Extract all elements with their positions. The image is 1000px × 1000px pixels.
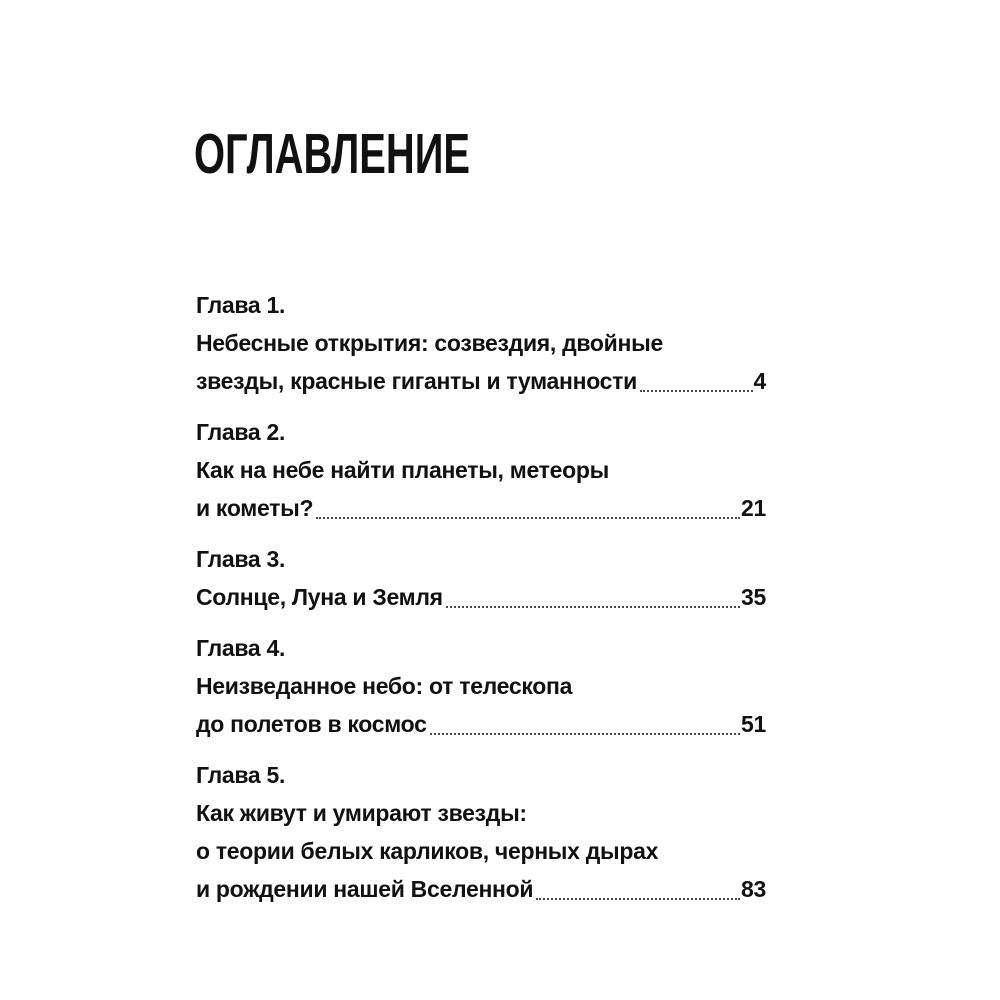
chapter-title-line: звезды, красные гиганты и туманности [196,368,637,394]
chapter-title-line: до полетов в космос [196,711,427,737]
page-number: 51 [741,711,766,737]
chapter-title-line: Солнце, Луна и Земля [196,584,443,610]
chapter-label: Глава 3. [196,546,286,572]
chapter-label: Глава 1. [196,292,286,318]
toc-entry-chapter-1 [196,286,766,400]
chapter-leader-line [196,870,766,908]
toc-entry-chapter-5 [196,756,766,908]
chapter-label: Глава 2. [196,419,286,445]
toc-entry-chapter-2 [196,413,766,527]
chapter-leader-line [196,362,766,400]
chapter-title-line: и рождении нашей Вселенной [196,876,534,902]
dot-leader [536,898,740,900]
chapter-leader-line [196,489,766,527]
chapter-title-line: Как на небе найти планеты, метеоры [196,457,609,483]
chapter-title-line: Как живут и умирают звезды: [196,800,527,826]
chapter-label: Глава 5. [196,762,286,788]
page-number: 35 [741,584,766,610]
toc-entry-chapter-3 [196,540,766,616]
page-number: 21 [741,495,766,521]
chapter-leader-line [196,705,766,743]
chapter-title-line: и кометы? [196,495,314,521]
page-number: 4 [753,368,766,394]
toc-list [196,286,766,921]
page-number: 83 [741,876,766,902]
page-title: ОГЛАВЛЕНИЕ [194,122,471,186]
toc-entry-chapter-4 [196,629,766,743]
chapter-title-line: Небесные открытия: созвездия, двойные [196,330,663,356]
chapter-title-line: Неизведанное небо: от телескопа [196,673,573,699]
dot-leader [316,517,740,519]
dot-leader [640,390,753,392]
dot-leader [446,606,740,608]
chapter-title-line: о теории белых карликов, черных дырах [196,838,659,864]
dot-leader [430,733,740,735]
chapter-label: Глава 4. [196,635,286,661]
chapter-leader-line [196,578,766,616]
